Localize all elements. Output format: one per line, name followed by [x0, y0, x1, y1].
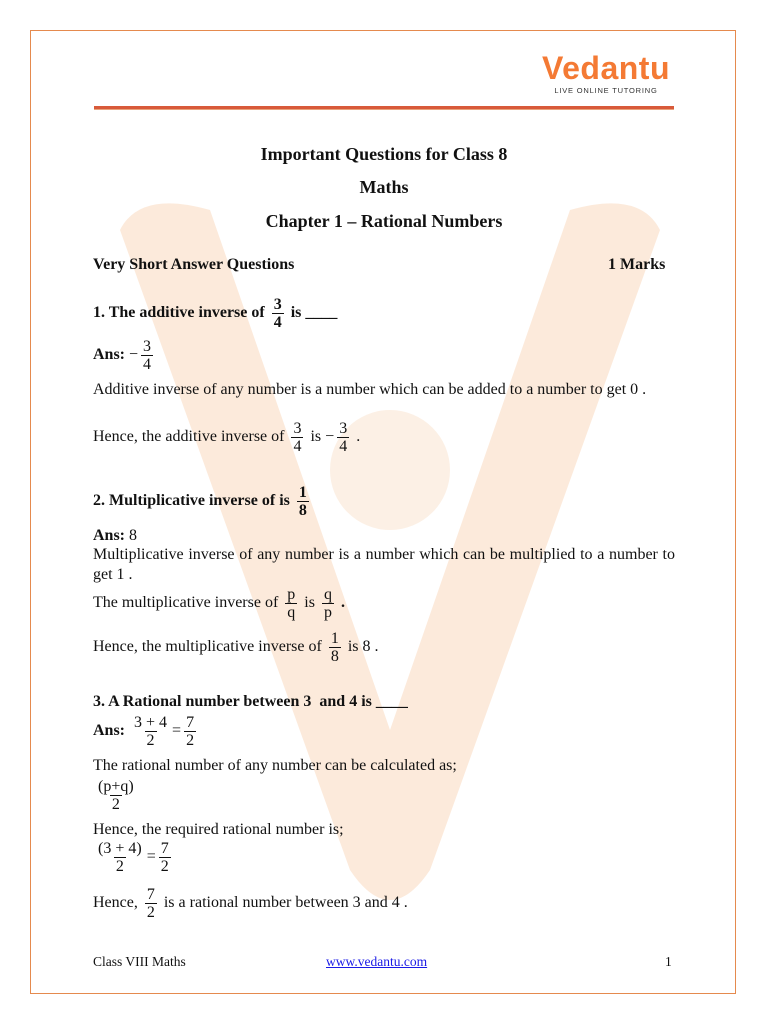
- q3-formula: [93, 778, 139, 813]
- q2-hence-text: Hence, the multiplicative inverse of: [93, 638, 322, 656]
- q3-and: and: [319, 693, 346, 710]
- q1-ans-den: 4: [143, 356, 152, 373]
- q1-explanation: Additive inverse of any number is a number which can be added to a number to get 0 .: [93, 381, 647, 398]
- q1-hence-is: is: [310, 428, 322, 446]
- q2-line1-fraction: [285, 586, 297, 621]
- q2-answer: [93, 526, 137, 545]
- q3-ans-num: 3 + 4: [134, 714, 168, 731]
- q3-question: [93, 692, 408, 711]
- doc-title: Important Questions for Class 8: [260, 144, 508, 164]
- q1-blank: is ____: [290, 304, 338, 322]
- q1-hence: [93, 420, 360, 455]
- q3-ans-eq: =: [172, 722, 182, 740]
- logo-word: Vedantu: [542, 50, 670, 86]
- q3-required: Hence, the required rational number is;: [93, 821, 344, 838]
- q3-req-eq: [93, 840, 174, 875]
- q3-final-fraction: [145, 886, 157, 921]
- q1-text: 1. The additive inverse of: [93, 304, 265, 322]
- q3-req-num2: 7: [160, 840, 169, 857]
- q3-formula-den: 2: [111, 796, 120, 813]
- q3-final: [93, 886, 408, 921]
- q3-ans-label: Ans:: [93, 722, 126, 740]
- q3-ans-fraction: [132, 714, 169, 749]
- footer-link[interactable]: www.vedantu.com: [326, 954, 428, 969]
- logo-tagline: LIVE ONLINE TUTORING: [554, 86, 658, 95]
- q1-frac-num: 3: [273, 296, 282, 313]
- q3-req-fraction2: [159, 840, 171, 875]
- q1-hence-fraction2: [337, 420, 349, 455]
- q3-req-den: 2: [115, 858, 124, 875]
- q3-explanation: The rational number of any number can be calculated as;: [93, 757, 457, 774]
- q3-ans-num2: 7: [186, 714, 195, 731]
- q2-ans-label: Ans:: [93, 527, 126, 544]
- q3-req-fraction: [96, 840, 144, 875]
- footer-page-number: 1: [665, 954, 672, 969]
- footer-left: Class VIII Maths: [93, 954, 186, 969]
- q3-final-den: 2: [146, 904, 155, 921]
- q1-hence-end: .: [356, 428, 361, 446]
- q2-line1-is: is: [304, 594, 315, 612]
- q3-final-end: is a rational number between 3 and 4 .: [163, 894, 408, 912]
- q3-ans-fraction2: [184, 714, 196, 749]
- q2-frac-num: 1: [298, 484, 307, 501]
- q1-hence-sign: −: [325, 428, 335, 446]
- q2-line1-end: .: [340, 594, 345, 612]
- q1-fraction: [272, 296, 284, 331]
- q2-hence-den: 8: [330, 648, 339, 665]
- q1-ans-num: 3: [143, 338, 152, 355]
- q3-n1: 3: [303, 693, 312, 710]
- q1-hence-den: 4: [293, 438, 302, 455]
- q3-final-text: Hence,: [93, 894, 138, 912]
- doc-subject: Maths: [359, 177, 409, 197]
- q2-hence-fraction: [329, 630, 341, 665]
- q3-formula-fraction: [96, 778, 136, 813]
- q3-text: 3. A Rational number between: [93, 693, 300, 710]
- q1-hence-num2: 3: [339, 420, 348, 437]
- q3-ans-den: 2: [146, 732, 155, 749]
- q2-explanation: Multiplicative inverse of any number is a number which can be multiplied to a number to get 1 .: [93, 546, 675, 583]
- q2-ans-value: 8: [129, 527, 138, 544]
- section-title: Very Short Answer Questions: [93, 256, 295, 273]
- q2-frac-den: 8: [298, 502, 307, 519]
- q2-hence-num: 1: [330, 630, 339, 647]
- q1-hence-fraction: [291, 420, 303, 455]
- q1-question: [93, 296, 337, 331]
- q3-final-num: 7: [146, 886, 155, 903]
- q2-question: [93, 484, 312, 519]
- q2-line1: [93, 586, 345, 621]
- q3-req-den2: 2: [160, 858, 169, 875]
- q3-req-num: (3 + 4): [98, 840, 142, 857]
- q2-line1-text: The multiplicative inverse of: [93, 594, 279, 612]
- q1-hence-num: 3: [293, 420, 302, 437]
- q2-line1-den2: p: [323, 604, 332, 621]
- q2-fraction: [297, 484, 309, 519]
- q2-line1-den: q: [287, 604, 296, 621]
- q2-text: 2. Multiplicative inverse of is: [93, 492, 290, 510]
- section-marks: 1 Marks: [608, 256, 666, 273]
- q2-line1-fraction2: [322, 586, 334, 621]
- q1-ans-label: Ans:: [93, 346, 126, 364]
- q2-hence: [93, 630, 378, 665]
- q3-formula-num: (p+q): [98, 778, 134, 795]
- q1-ans-fraction: [141, 338, 153, 373]
- q3-blank: is ____: [361, 693, 408, 710]
- q1-frac-den: 4: [273, 314, 282, 331]
- q2-line1-num2: q: [323, 586, 332, 603]
- q1-ans-sign: −: [129, 346, 139, 364]
- doc-chapter: Chapter 1 – Rational Numbers: [265, 211, 503, 231]
- q3-n2: 4: [349, 693, 358, 710]
- q2-hence-end: is 8 .: [347, 638, 379, 656]
- q1-hence-text: Hence, the additive inverse of: [93, 428, 285, 446]
- q3-req-eq-sign: =: [146, 848, 156, 866]
- q2-line1-num: p: [287, 586, 296, 603]
- q3-answer: [93, 714, 199, 749]
- q1-hence-den2: 4: [339, 438, 348, 455]
- q3-ans-den2: 2: [186, 732, 195, 749]
- q1-answer: [93, 338, 156, 373]
